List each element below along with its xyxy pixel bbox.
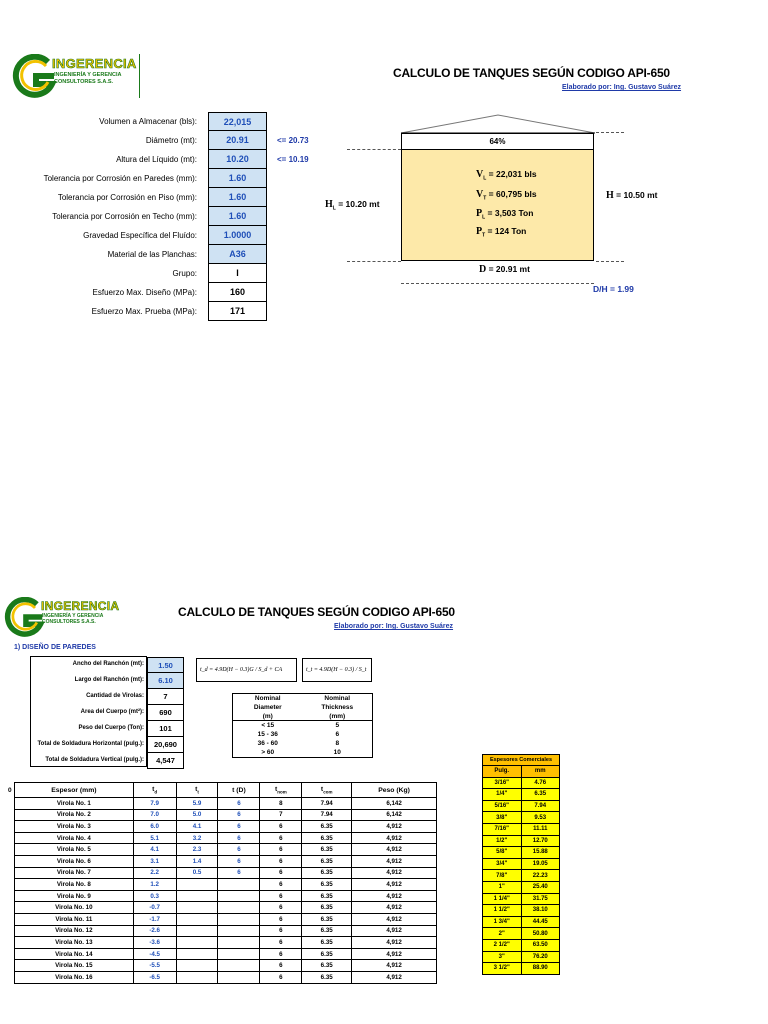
table-cell: 4,912 [352,913,437,925]
thickness-inches: 1 1/2" [483,905,522,917]
table-row [15,821,437,833]
table-cell: 6 [218,832,260,844]
bottom-dash-left [347,261,401,262]
section-heading-walls: 1) DISEÑO DE PAREDES [14,644,96,651]
table-row [483,823,560,835]
baseline-dash [401,283,594,284]
table-cell: Virola No. 8 [15,879,134,891]
table-cell: 6.35 [302,855,352,867]
table-row [15,879,437,891]
table-cell: 4,912 [352,971,437,983]
author-link-top[interactable]: Elaborado por: Ing. Gustavo Suárez [562,84,682,91]
table-cell: 6.35 [302,844,352,856]
table-cell: 4,912 [352,879,437,891]
table-cell [218,948,260,960]
thickness-inches: 3" [483,951,522,963]
param-value-cell[interactable]: 20.91 [208,131,267,150]
column-header: $t_t$ [176,783,218,798]
nominal-row [233,721,372,730]
table-cell: 2.3 [176,844,218,856]
wall-param-value[interactable]: 101 [147,721,184,737]
table-row [15,890,437,902]
thickness-inches: 3/8" [483,812,522,824]
table-cell: 6.35 [302,913,352,925]
table-cell: 4,912 [352,821,437,833]
table-cell: 6 [260,937,302,949]
table-cell: 6.35 [302,902,352,914]
table-row [15,960,437,972]
thickness-mm: 31.75 [521,893,560,905]
table-cell: Virola No. 6 [15,855,134,867]
table-cell: 4,912 [352,855,437,867]
thickness-inches: 7/16" [483,823,522,835]
thickness-inches: 2 1/2" [483,939,522,951]
stat-total-volume: $V_T = 60,795$ bls [476,189,537,202]
thickness-mm: 76.20 [521,951,560,963]
table-cell: -4.5 [133,948,176,960]
param-label: Altura del Líquido (mt): [116,155,197,164]
bottom-dash-right [596,261,624,262]
thickness-inches: 1" [483,881,522,893]
table-cell: 4.1 [133,844,176,856]
table-cell: 6.35 [302,867,352,879]
table-header-row [15,783,437,798]
table-cell: 7.94 [302,798,352,810]
formula-design-thickness: t_d = 4.9D(H − 0.3)G / S_d + CA [196,658,297,682]
table-cell: Virola No. 2 [15,809,134,821]
table-cell: -2.6 [133,925,176,937]
table-cell: 3.2 [176,832,218,844]
table-cell: 6 [260,925,302,937]
table-cell: Virola No. 1 [15,798,134,810]
thickness-mm: 38.10 [521,905,560,917]
param-value-cell[interactable]: 171 [208,302,267,321]
wall-param-value[interactable]: 4,547 [147,753,184,769]
table-cell [176,879,218,891]
param-value-cell[interactable]: 160 [208,283,267,302]
thickness-mm: 15.88 [521,847,560,859]
tank-roof [400,114,596,134]
author-link-bottom[interactable]: Elaborado por: Ing. Gustavo Suárez [334,623,454,630]
table-cell: 6 [260,821,302,833]
table-cell: 3.1 [133,855,176,867]
table-cell: 1.4 [176,855,218,867]
table-cell: 1.2 [133,879,176,891]
table-row [15,798,437,810]
nominal-row [233,748,372,757]
table-cell: 6 [260,844,302,856]
thickness-mm: 11.11 [521,823,560,835]
logo-subtitle-2: CONSULTORES S.A.S. [54,79,114,85]
thickness-inches: 1 1/4" [483,893,522,905]
table-cell: Virola No. 3 [15,821,134,833]
table-cell: Virola No. 10 [15,902,134,914]
wall-param-label: Area del Cuerpo (mt²): [80,709,144,715]
table-cell [176,902,218,914]
nominal-thickness: 10 [333,749,341,756]
thickness-inches: 1 3/4" [483,916,522,928]
table-row [483,963,560,975]
table-cell: 6,142 [352,798,437,810]
logo-subtitle-2: CONSULTORES S.A.S. [42,619,96,625]
param-label: Diámetro (mt): [145,136,197,145]
table-cell: Virola No. 13 [15,937,134,949]
table-cell: 4,912 [352,937,437,949]
table-row [15,809,437,821]
page-title-top: CALCULO DE TANQUES SEGÚN CODIGO API-650 [393,66,670,80]
table-cell [218,902,260,914]
dh-ratio-label: D/H = 1.99 [593,284,634,294]
table-row [483,928,560,940]
table-cell: Virola No. 14 [15,948,134,960]
table-row [15,971,437,983]
thickness-mm: 25.40 [521,881,560,893]
thickness-mm: 6.35 [521,789,560,801]
thickness-mm: 22.23 [521,870,560,882]
table-row [15,832,437,844]
table-cell: 0.3 [133,890,176,902]
table-cell: -5.5 [133,960,176,972]
logo-g-icon [4,597,46,637]
table-cell: 6 [218,821,260,833]
table-row [483,870,560,882]
company-logo-bottom [4,597,122,637]
table-cell: 4,912 [352,844,437,856]
nominal-diameter: < 15 [261,722,275,729]
table-cell: 6.35 [302,890,352,902]
param-label: Volumen a Almacenar (bls): [99,117,197,126]
shell-course-table [14,782,437,984]
page-title-bottom: CALCULO DE TANQUES SEGÚN CODIGO API-650 [178,605,455,619]
tank-height-label: H = 10.50 mt [606,190,658,201]
table-cell: 6,142 [352,809,437,821]
table-cell: 6 [218,809,260,821]
table-cell: 6.35 [302,879,352,891]
table-cell: 6.35 [302,937,352,949]
thickness-inches: 5/16" [483,800,522,812]
column-header: $t_{nom}$ [260,783,302,798]
table-row [483,939,560,951]
thickness-inches: 7/8" [483,870,522,882]
table-cell [218,879,260,891]
param-value-cell[interactable]: 1.60 [208,207,267,226]
company-logo-top [12,54,142,98]
table-cell: 6 [260,948,302,960]
thickness-inches: 2" [483,928,522,940]
table-row [15,844,437,856]
param-value-cell[interactable]: 1.0000 [208,226,267,245]
row-index-zero: 0 [8,787,12,794]
table-cell: 7 [260,809,302,821]
table-cell: 6 [260,890,302,902]
stat-tank-weight: $P_T = 124$ Ton [476,226,527,239]
table-cell: 2.2 [133,867,176,879]
table-cell: 6.35 [302,925,352,937]
param-value-cell[interactable]: I [208,264,267,283]
table-cell: 6 [260,855,302,867]
table-cell: 7.94 [302,809,352,821]
param-label: Material de las Planchas: [107,250,197,259]
table-cell: Virola No. 4 [15,832,134,844]
thickness-mm: 88.90 [521,963,560,975]
table-cell: -1.7 [133,913,176,925]
table-row [15,925,437,937]
table-cell: 5.9 [176,798,218,810]
table-cell: 6 [218,844,260,856]
table-cell: Virola No. 7 [15,867,134,879]
table-cell: -6.5 [133,971,176,983]
logo-wordmark: INGERENCIA [41,599,120,613]
table-cell: 4,912 [352,832,437,844]
param-label: Esfuerzo Max. Diseño (MPa): [92,288,197,297]
param-value-cell[interactable]: 22,015 [208,112,267,131]
stat-liquid-volume: $V_L = 22,031$ bls [476,169,537,182]
table-row [483,916,560,928]
column-header: Espesor (mm) [15,783,134,798]
commercial-thickness-table [482,754,560,975]
thickness-inches: 3/16" [483,777,522,789]
thickness-mm: 63.50 [521,939,560,951]
table-cell: 4,912 [352,890,437,902]
table-cell: 6 [260,913,302,925]
table-cell: 8 [260,798,302,810]
table-cell: 6 [218,855,260,867]
table-cell: 6 [218,867,260,879]
table-cell: 6.35 [302,948,352,960]
table-cell: Virola No. 5 [15,844,134,856]
table-cell: 4,912 [352,960,437,972]
param-label: Esfuerzo Max. Prueba (MPa): [91,307,197,316]
table-cell [176,971,218,983]
logo-subtitle-1: INGENIERÍA Y GERENCIA [54,72,122,78]
table-row [15,913,437,925]
table-row [483,847,560,859]
wall-param-value[interactable]: 20,690 [147,737,184,753]
table-cell: Virola No. 9 [15,890,134,902]
thickness-mm: 4.76 [521,777,560,789]
param-limit-note: <= 10.19 [277,155,309,164]
fill-percentage: 64% [401,133,594,149]
table-cell: 6.0 [133,821,176,833]
nominal-thickness: 6 [335,731,340,738]
table-cell: Virola No. 11 [15,913,134,925]
table-cell: 6.35 [302,832,352,844]
table-cell [218,890,260,902]
table-row [483,905,560,917]
table-cell [176,925,218,937]
param-limit-note: <= 20.73 [277,136,309,145]
wall-param-label: Total de Soldadura Horizontal (pulg.): [37,741,144,747]
table-cell: 4,912 [352,867,437,879]
column-header: $t_d$ [133,783,176,798]
thickness-inches: 3 1/2" [483,963,522,975]
wall-param-label: Peso del Cuerpo (Ton): [78,725,144,731]
table-cell: 6.35 [302,960,352,972]
nominal-row [233,739,372,748]
table-cell [218,937,260,949]
param-label: Tolerancia por Corrosión en Paredes (mm): [43,174,197,183]
thickness-mm: 19.05 [521,858,560,870]
param-value-cell[interactable]: 1.60 [208,188,267,207]
table-cell [218,913,260,925]
table-cell: 6 [218,798,260,810]
table-cell: 4.1 [176,821,218,833]
table-cell [218,960,260,972]
nominal-diameter: 36 - 60 [257,740,278,747]
wall-param-label: Ancho del Ranchón (mt): [72,661,144,667]
wall-param-label: Total de Soldadura Vertical (pulg.): [45,757,144,763]
table-cell: 6 [260,960,302,972]
thickness-inches: 1/2" [483,835,522,847]
nominal-thickness-table: Nominal Nominal Diameter Thickness (m) (mm) < 15 5 15 - 36 6 36 - 60 8 > 60 10 [232,693,373,758]
table-cell: 7.9 [133,798,176,810]
table-cell: -3.6 [133,937,176,949]
nominal-thickness: 5 [335,722,340,729]
column-header: Pulg. [483,766,522,778]
thickness-inches: 5/8" [483,847,522,859]
thickness-mm: 12.70 [521,835,560,847]
table-cell: 0.5 [176,867,218,879]
table-cell: 4,912 [352,948,437,960]
param-value-cell[interactable]: A36 [208,245,267,264]
column-header: Peso (Kg) [352,783,437,798]
column-header: t (D) [218,783,260,798]
tank-liquid-body [401,149,594,261]
liquid-dash-left [347,149,401,150]
table-cell: 6 [260,879,302,891]
thickness-mm: 50.80 [521,928,560,940]
table-cell [218,925,260,937]
table-cell: 6 [260,902,302,914]
table-row [483,881,560,893]
column-header: mm [521,766,560,778]
table-row [483,789,560,801]
roof-dash-right [596,132,624,133]
table-row [483,835,560,847]
table-cell [176,948,218,960]
logo-divider [139,54,140,98]
wall-param-label: Cantidad de Virolas: [86,693,144,699]
table-cell [176,913,218,925]
table-cell [218,971,260,983]
thickness-mm: 9.53 [521,812,560,824]
table-row [483,858,560,870]
thickness-mm: 7.94 [521,800,560,812]
table-cell: 6.35 [302,971,352,983]
table-cell [176,960,218,972]
table-cell: 7.0 [133,809,176,821]
table-cell: 5.0 [176,809,218,821]
table-cell: Virola No. 12 [15,925,134,937]
table-cell: 6 [260,832,302,844]
param-label: Grupo: [172,269,197,278]
param-label: Tolerancia por Corrosión en Piso (mm): [57,193,197,202]
table-row [483,951,560,963]
formula-test-thickness: t_t = 4.9D(H − 0.3) / S_t [302,658,372,682]
table-cell: 6 [260,971,302,983]
diameter-label: D = 20.91 mt [479,264,530,275]
liquid-height-label: $H_L = 10.20$ mt [325,199,380,212]
wall-param-value[interactable]: 1.50 [147,657,184,673]
nominal-row [233,730,372,739]
table-cell: 4,912 [352,902,437,914]
thickness-mm: 44.45 [521,916,560,928]
table-cell: 6.35 [302,821,352,833]
thickness-inches: 3/4" [483,858,522,870]
param-label: Tolerancia por Corrosión en Techo (mm): [52,212,197,221]
table-cell [176,937,218,949]
param-value-cell[interactable]: 1.60 [208,169,267,188]
wall-param-label: Largo del Ranchón (mt): [74,677,144,683]
table-row [483,812,560,824]
table-cell: -0.7 [133,902,176,914]
table-cell: 6 [260,867,302,879]
logo-wordmark: INGERENCIA [52,56,137,71]
wall-param-value[interactable]: 6.10 [147,673,184,689]
table-row [483,800,560,812]
table-row [15,855,437,867]
wall-param-value[interactable]: 7 [147,689,184,705]
param-label: Gravedad Específica del Fluído: [83,231,197,240]
nominal-diameter: 15 - 36 [257,731,278,738]
commercial-thickness-caption: Espesores Comerciales [483,755,560,766]
nominal-thickness: 8 [335,740,340,747]
table-cell [176,890,218,902]
table-cell: 5.1 [133,832,176,844]
wall-param-value[interactable]: 690 [147,705,184,721]
table-row [15,902,437,914]
table-row [15,937,437,949]
table-cell: 4,912 [352,925,437,937]
table-row [483,777,560,789]
param-value-cell[interactable]: 10.20 [208,150,267,169]
thickness-inches: 1/4" [483,789,522,801]
table-cell: Virola No. 16 [15,971,134,983]
stat-liquid-weight: $P_L = 3,503$ Ton [476,208,534,221]
table-cell: Virola No. 15 [15,960,134,972]
nominal-diameter: > 60 [261,749,275,756]
logo-subtitle-1: INGENIERÍA Y GERENCIA [42,613,104,619]
table-row [15,948,437,960]
table-row [483,893,560,905]
table-row [15,867,437,879]
column-header: $t_{com}$ [302,783,352,798]
